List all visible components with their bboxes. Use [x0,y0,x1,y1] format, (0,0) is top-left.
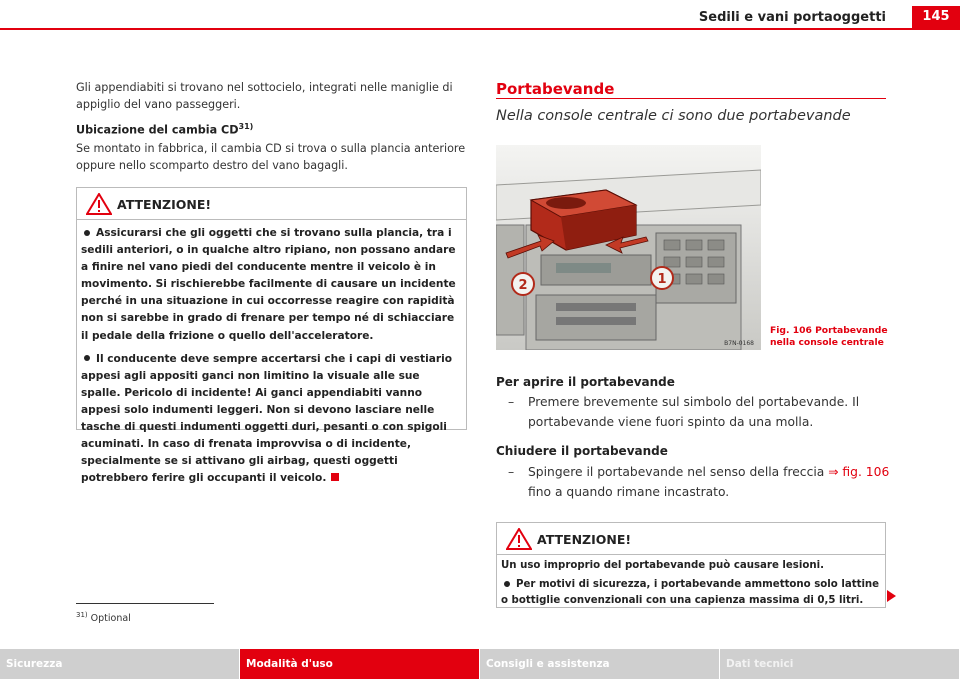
open-step [508,392,888,432]
figure-code: B7N-0168 [724,340,754,347]
section-rule [496,98,886,99]
warning-body [497,555,885,613]
continue-arrow-icon[interactable] [887,590,896,602]
header-rule [0,28,960,30]
warning-bullet [81,351,462,488]
tab-consigli-assistenza[interactable]: Consigli e assistenza [480,649,720,679]
cd-heading-footnote-ref[interactable]: 31) [238,122,254,131]
bullet-icon [84,230,90,236]
close-step-text [528,462,898,502]
warning-header [77,188,466,220]
section-tabs [0,649,960,679]
figure-caption [770,325,888,349]
warning-body [77,220,466,497]
figure-marker-1 [651,267,673,289]
warning-triangle-icon [506,528,532,550]
warning-triangle-icon [86,193,112,215]
figure-reference-link[interactable]: ⇒ fig. 106 [828,465,890,479]
tab-dati-tecnici[interactable]: Dati tecnici [720,649,960,679]
end-of-section-icon [331,473,339,481]
intro-paragraph: Gli appendiabiti si trovano nel sottocielo, integrati nelle maniglie di appiglio del vano passeggeri. [76,81,453,111]
console-illustration [496,145,761,350]
figure-caption-line2: nella console centrale [770,337,884,348]
warning-bullet-text: Per motivi di sicurezza, i portabevande ammettono solo lattine o bottiglie convenzionali con una capienza massima di 0,5 litri. [501,579,880,606]
cd-heading [76,122,253,137]
cd-paragraph: Se montato in fabbrica, il cambia CD si trova o sulla plancia anteriore oppure nello scomparto destro del vano bagagli. [76,142,466,172]
warning-lead: Un uso improprio del portabevande può causare lesioni. [501,560,824,571]
step-dash: – [508,465,515,479]
section-title: Portabevande [496,80,615,98]
footnote-mark: 31) [76,611,88,619]
bullet-icon [84,355,90,361]
close-step-text-pre: Spingere il portabevande nel senso della freccia [528,465,825,479]
svg-text:2: 2 [518,278,528,293]
warning-bullet [81,225,462,345]
close-heading: Chiudere il portabevande [496,444,668,458]
tab-sicurezza[interactable]: Sicurezza [0,649,240,679]
footnote [76,611,131,624]
section-subtitle: Nella console centrale ci sono due portabevande [496,108,851,124]
chapter-title: Sedili e vani portaoggetti [698,10,886,25]
footnote-rule [76,603,214,604]
figure-caption-line1: Fig. 106 Portabevande [770,325,888,336]
warning-header [497,523,885,555]
warning-title: ATTENZIONE! [117,197,212,212]
warning-bullet-text: Il conducente deve sempre accertarsi che i capi di vestiario appesi agli appositi ganci non limitino la visuale alle sue spalle. Pericolo di incidente! Ai ganci appendiabiti vanno appesi solo indumenti leggeri. Non si devono lasciare nelle tasche di questi indumenti oggetti duri, pesanti o con spigoli acuminati. In caso di frenata improvvisa o di incidente, specialmente se si attivano gli airbag, questi oggetti potrebbero ferire gli occupanti il veicolo. [81,352,452,485]
warning-bullet [501,577,881,609]
svg-text:1: 1 [657,272,667,287]
warning-box-right [496,522,886,608]
figure-marker-2 [512,273,534,295]
open-heading: Per aprire il portabevande [496,375,675,389]
footnote-text: Optional [90,613,131,625]
bullet-icon [504,581,510,587]
close-step [508,462,888,502]
warning-title: ATTENZIONE! [537,532,632,547]
close-step-text-post: fino a quando rimane incastrato. [528,485,730,499]
open-step-text: Premere brevemente sul simbolo del portabevande. Il portabevande viene fuori spinto da una molla. [528,395,860,429]
tab-modalita-uso[interactable]: Modalità d'uso [240,649,480,679]
warning-bullet-text: Assicurarsi che gli oggetti che si trovano sulla plancia, tra i sedili anteriori, o in qualche altro ripiano, non possano andare a finire nel vano piedi del conducente mentre il veicolo è in movimento. Si rischierebbe facilmente di causare un incidente perché in una situazione in cui occorresse reagire con rapidità non si sarebbe in grado di frenare per tempo né di schiacciare il pedale della frizione o quello dell'acceleratore. [81,227,456,342]
cd-heading-text: Ubicazione del cambia CD [76,123,239,137]
cupholder-figure [496,145,761,350]
step-dash: – [508,395,515,409]
warning-box-left [76,187,467,485]
page-number: 145 [912,6,960,28]
